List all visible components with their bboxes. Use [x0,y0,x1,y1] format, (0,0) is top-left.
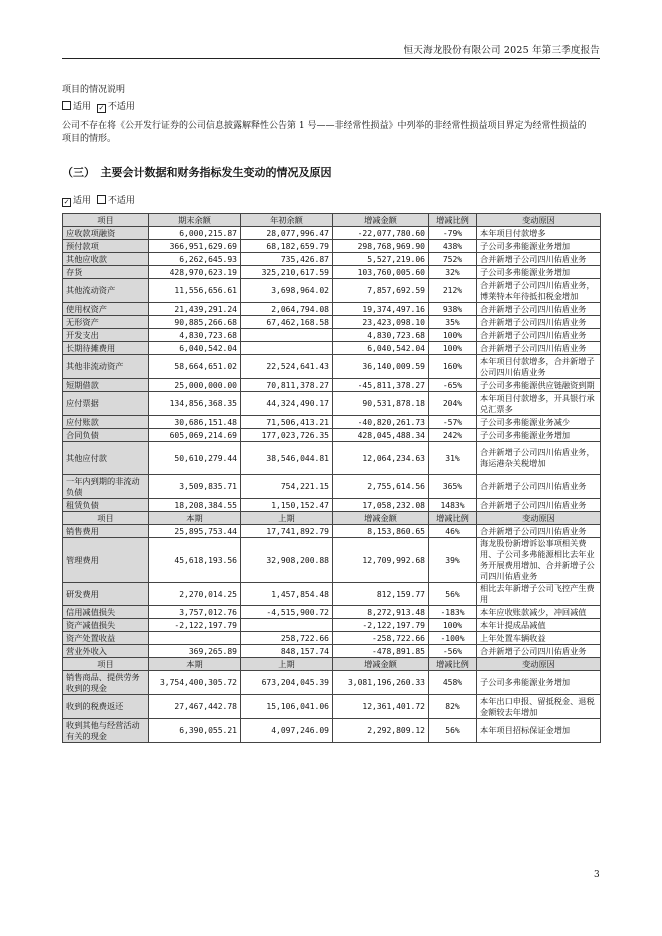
table-cell: 19,374,497.16 [333,303,429,316]
table-cell: 合并新增子公司四川佑盾业务 [477,253,601,266]
table-row [63,416,601,429]
table-cell: 22,524,641.43 [241,355,333,379]
column-header: 本期 [149,512,241,525]
table-cell: 605,069,214.69 [149,429,241,442]
table-cell: 45,618,193.56 [149,538,241,583]
column-header: 变动原因 [477,512,601,525]
column-header: 增减金额 [333,214,429,227]
table-cell: 70,811,378.27 [241,379,333,392]
table-cell: 上年处置车辆收益 [477,632,601,645]
table-cell: 90,531,878.18 [333,392,429,416]
table-header-row [63,512,601,525]
table-cell: 子公司多弗能源业务减少 [477,416,601,429]
table-row [63,329,601,342]
table-row [63,316,601,329]
table-row [63,606,601,619]
table-cell: 其他流动资产 [63,279,149,303]
section-title: （三） 主要会计数据和财务指标发生变动的情况及原因 [62,166,332,179]
table-cell: 本年计提成品减值 [477,619,601,632]
table-cell: 合并新增子公司四川佑盾业务 [477,645,601,658]
table-cell: 82% [429,695,477,719]
page-number: 3 [594,870,600,880]
table-cell: 合并新增子公司四川佑盾业务，博莱特本年待抵扣税金增加 [477,279,601,303]
table-cell: 31% [429,442,477,475]
column-header: 增减金额 [333,512,429,525]
table-cell: 90,885,266.68 [149,316,241,329]
table-cell: 长期待摊费用 [63,342,149,355]
table-cell: 100% [429,329,477,342]
table-cell: 其他非流动资产 [63,355,149,379]
table-cell: 204% [429,392,477,416]
table-cell: 海龙股份新增诉讼事项相关费用、子公司多弗能源相比去年业务开展费用增加、合并新增子公司四川佑盾业务 [477,538,601,583]
table-cell: 12,064,234.63 [333,442,429,475]
table-cell [241,619,333,632]
table-cell: 合同负债 [63,429,149,442]
table-cell: 子公司多弗能源业务增加 [477,266,601,279]
table-cell: -45,811,378.27 [333,379,429,392]
table-cell [241,329,333,342]
table-cell: 一年内到期的非流动负债 [63,475,149,499]
table-cell: 6,000,215.87 [149,227,241,240]
table-cell: -2,122,197.79 [149,619,241,632]
table-cell: 32,908,200.88 [241,538,333,583]
table-row [63,671,601,695]
intro-note: 公司不存在将《公开发行证券的公司信息披露解释性公告第 1 号——非经常性损益》中列举的非经常性损益项目界定为经常性损益的项目的情形。 [62,121,587,144]
table-cell: 12,361,401.72 [333,695,429,719]
table-cell: -56% [429,645,477,658]
table-cell: 160% [429,355,477,379]
table-cell: 本年项目付款增多，合并新增子公司四川佑盾业务 [477,355,601,379]
table-cell: 本年出口申报、留抵税金、退税金额较去年增加 [477,695,601,719]
table-row [63,583,601,606]
table-cell: 研发费用 [63,583,149,606]
table-cell: 2,270,014.25 [149,583,241,606]
intro-label: 项目的情况说明 [62,85,126,95]
table-cell: 17,741,892.79 [241,525,333,538]
option-applicable: 适用 [73,196,92,206]
table-row [63,342,601,355]
column-header: 变动原因 [477,214,601,227]
table-cell: 资产减值损失 [63,619,149,632]
table-row [63,279,601,303]
table-cell: 8,272,913.48 [333,606,429,619]
table-row [63,253,601,266]
table-cell: -57% [429,416,477,429]
table-cell: 存货 [63,266,149,279]
table-cell: 信用减值损失 [63,606,149,619]
table-cell: 3,754,400,305.72 [149,671,241,695]
table-cell: 合并新增子公司四川佑盾业务 [477,499,601,512]
table-cell: 673,204,045.39 [241,671,333,695]
table-cell: 100% [429,619,477,632]
table-row [63,538,601,583]
table-cell: 56% [429,583,477,606]
table-cell: 3,757,012.76 [149,606,241,619]
table-cell: 4,830,723.68 [149,329,241,342]
column-header: 变动原因 [477,658,601,671]
table-cell: 428,970,623.19 [149,266,241,279]
table-cell: 365% [429,475,477,499]
column-header: 项目 [63,658,149,671]
table-cell: -22,077,780.60 [333,227,429,240]
table-row [63,719,601,743]
table-cell: 6,040,542.04 [149,342,241,355]
table-cell: 18,208,384.55 [149,499,241,512]
table-header-row [63,214,601,227]
table-cell: 428,045,488.34 [333,429,429,442]
financial-changes-table [62,213,601,743]
table-cell: 合并新增子公司四川佑盾业务，海运港杂关税增加 [477,442,601,475]
table-cell [149,632,241,645]
column-header: 项目 [63,214,149,227]
table-cell: 17,058,232.08 [333,499,429,512]
table-cell: 6,262,645.93 [149,253,241,266]
column-header: 期末余额 [149,214,241,227]
table-cell: 2,292,809.12 [333,719,429,743]
table-cell: -100% [429,632,477,645]
table-cell: 子公司多弗能源业务增加 [477,671,601,695]
table-cell: 相比去年新增子公司飞控产生费用 [477,583,601,606]
table-cell: 合并新增子公司四川佑盾业务 [477,316,601,329]
table-cell: -183% [429,606,477,619]
table-cell: 资产处置收益 [63,632,149,645]
table-cell: 298,768,969.90 [333,240,429,253]
table-cell: 应付账款 [63,416,149,429]
table-cell: 应收款项融资 [63,227,149,240]
table-cell: 67,462,168.58 [241,316,333,329]
checkbox-unchecked-icon [62,101,71,110]
section-options [62,195,135,208]
table-cell: 其他应收款 [63,253,149,266]
table-cell: 735,426.87 [241,253,333,266]
table-cell: 38,546,044.81 [241,442,333,475]
table-cell: 4,830,723.68 [333,329,429,342]
table-cell: 应付票据 [63,392,149,416]
table-cell: 8,153,860.65 [333,525,429,538]
table-row [63,379,601,392]
table-cell: 子公司多弗能源业务增加 [477,429,601,442]
table-cell: 366,951,629.69 [149,240,241,253]
table-cell: 134,856,368.35 [149,392,241,416]
column-header: 本期 [149,658,241,671]
table-header-row [63,658,601,671]
column-header: 年初余额 [241,214,333,227]
table-cell: 营业外收入 [63,645,149,658]
table-cell: 销售费用 [63,525,149,538]
table-cell: -478,891.85 [333,645,429,658]
table-cell: 754,221.15 [241,475,333,499]
table-row [63,227,601,240]
option-applicable: 适用 [73,102,92,112]
table-cell: 本年项目付款增多 [477,227,601,240]
table-cell: 管理费用 [63,538,149,583]
table-cell: 其他应付款 [63,442,149,475]
table-cell: 68,182,659.79 [241,240,333,253]
column-header: 上期 [241,512,333,525]
table-cell: 35% [429,316,477,329]
table-cell: 合并新增子公司四川佑盾业务 [477,525,601,538]
table-cell: 5,527,219.06 [333,253,429,266]
table-cell: 本年应收账款减少，冲回减值 [477,606,601,619]
table-cell [241,342,333,355]
table-cell: 25,000,000.00 [149,379,241,392]
table-row [63,303,601,316]
table-cell: 44,324,490.17 [241,392,333,416]
table-row [63,442,601,475]
table-cell: 30,686,151.48 [149,416,241,429]
table-cell: 46% [429,525,477,538]
table-cell: 本年项目招标保证金增加 [477,719,601,743]
checkbox-checked-icon: ✓ [98,104,105,112]
table-cell: 39% [429,538,477,583]
table-cell: 50,610,279.44 [149,442,241,475]
table-cell: 2,064,794.08 [241,303,333,316]
checkbox-unchecked-icon [97,195,106,204]
table-cell: 1,457,854.48 [241,583,333,606]
table-cell: 合并新增子公司四川佑盾业务 [477,342,601,355]
table-cell: 7,857,692.59 [333,279,429,303]
table-cell: -40,820,261.73 [333,416,429,429]
table-cell: 使用权资产 [63,303,149,316]
table-cell: -79% [429,227,477,240]
table-cell: 2,755,614.56 [333,475,429,499]
intro-options [62,101,135,114]
table-cell: 合并新增子公司四川佑盾业务 [477,475,601,499]
table-cell: 938% [429,303,477,316]
table-cell: 369,265.89 [149,645,241,658]
table-cell: 242% [429,429,477,442]
table-row [63,392,601,416]
table-cell: 无形资产 [63,316,149,329]
table-cell: 28,077,996.47 [241,227,333,240]
column-header: 项目 [63,512,149,525]
column-header: 增减比例 [429,658,477,671]
table-cell: 租赁负债 [63,499,149,512]
table-cell: 36,140,009.59 [333,355,429,379]
table-cell: -4,515,900.72 [241,606,333,619]
table-cell: 子公司多弗能源业务增加 [477,240,601,253]
table-row [63,240,601,253]
table-cell: 3,081,196,260.33 [333,671,429,695]
table-cell: 收到的税费返还 [63,695,149,719]
table-cell: 4,097,246.09 [241,719,333,743]
table-row [63,525,601,538]
table-cell: 15,106,041.06 [241,695,333,719]
table-cell: 258,722.66 [241,632,333,645]
table-cell: 3,698,964.02 [241,279,333,303]
table-cell: 32% [429,266,477,279]
table-cell: 27,467,442.78 [149,695,241,719]
table-cell: 1,150,152.47 [241,499,333,512]
table-cell: 58,664,651.02 [149,355,241,379]
option-not-applicable: 不适用 [107,102,135,112]
column-header: 上期 [241,658,333,671]
table-cell: 438% [429,240,477,253]
table-cell: 本年项目付款增多，开具银行承兑汇票多 [477,392,601,416]
table-cell: 103,760,005.60 [333,266,429,279]
checkbox-checked-icon: ✓ [63,198,70,206]
table-cell: 开发支出 [63,329,149,342]
table-cell: 71,506,413.21 [241,416,333,429]
table-row [63,429,601,442]
table-cell: 848,157.74 [241,645,333,658]
table-cell: 6,040,542.04 [333,342,429,355]
table-row [63,632,601,645]
table-cell: 177,023,726.35 [241,429,333,442]
table-cell: 56% [429,719,477,743]
table-cell: 合并新增子公司四川佑盾业务 [477,303,601,316]
table-cell: 3,509,835.71 [149,475,241,499]
table-row [63,695,601,719]
table-cell: 合并新增子公司四川佑盾业务 [477,329,601,342]
table-cell: 812,159.77 [333,583,429,606]
table-cell: 子公司多弗能源供应链融资到期 [477,379,601,392]
table-cell: 100% [429,342,477,355]
table-cell: 6,390,055.21 [149,719,241,743]
table-row [63,355,601,379]
table-cell: 收到其他与经营活动有关的现金 [63,719,149,743]
table-row [63,645,601,658]
table-row [63,266,601,279]
table-cell: 1483% [429,499,477,512]
column-header: 增减金额 [333,658,429,671]
table-cell: 12,709,992.68 [333,538,429,583]
table-cell: 21,439,291.24 [149,303,241,316]
table-cell: 短期借款 [63,379,149,392]
table-cell: 752% [429,253,477,266]
table-cell: 销售商品、提供劳务收到的现金 [63,671,149,695]
report-title: 恒天海龙股份有限公司 2025 年第三季度报告 [403,45,600,56]
table-cell: -2,122,197.79 [333,619,429,632]
table-cell: 11,556,656.61 [149,279,241,303]
table-row [63,619,601,632]
column-header: 增减比例 [429,512,477,525]
column-header: 增减比例 [429,214,477,227]
table-cell: 458% [429,671,477,695]
table-cell: 212% [429,279,477,303]
table-cell: 25,895,753.44 [149,525,241,538]
table-cell: 325,210,617.59 [241,266,333,279]
option-not-applicable: 不适用 [107,196,135,206]
table-cell: -65% [429,379,477,392]
page-header [62,38,600,59]
table-cell: 23,423,098.10 [333,316,429,329]
table-row [63,475,601,499]
table-cell: 预付款项 [63,240,149,253]
table-cell: -258,722.66 [333,632,429,645]
table-row [63,499,601,512]
